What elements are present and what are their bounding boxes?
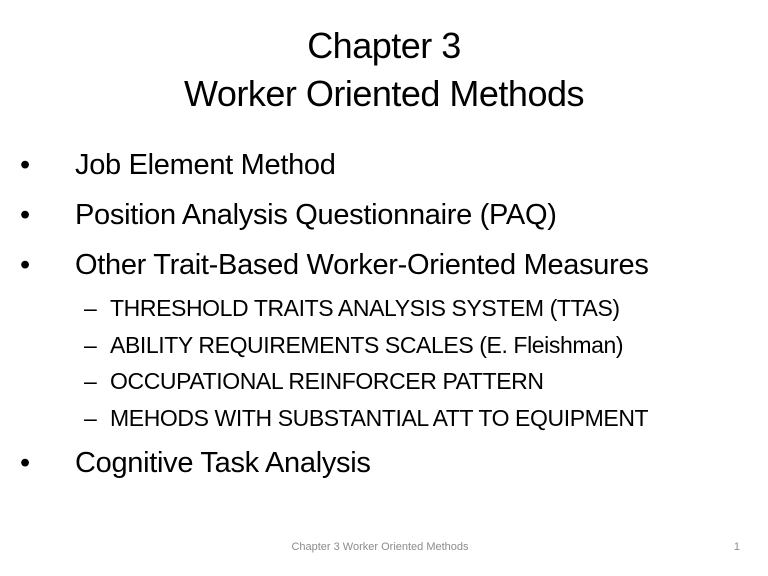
bullet-item bbox=[20, 190, 760, 240]
title-line-1: Chapter 3 bbox=[307, 25, 461, 66]
title-line-2: Worker Oriented Methods bbox=[183, 73, 584, 114]
bullet-text: Cognitive Task Analysis bbox=[75, 447, 371, 479]
bullet-text: Job Element Method bbox=[75, 149, 336, 181]
sub-bullet-text: OCCUPATIONAL REINFORCER PATTERN bbox=[110, 368, 544, 394]
bullet-icon: • bbox=[20, 447, 30, 479]
sub-bullet-item bbox=[84, 290, 760, 327]
dash-icon: – bbox=[84, 404, 97, 431]
sub-bullet-item bbox=[84, 363, 760, 400]
dash-icon: – bbox=[84, 295, 97, 321]
bullet-item bbox=[20, 140, 760, 190]
sub-bullet-text: THRESHOLD TRAITS ANALYSIS SYSTEM (TTAS) bbox=[110, 295, 620, 321]
slide-number: 1 bbox=[733, 541, 740, 553]
bullet-text: Position Analysis Questionnaire (PAQ) bbox=[75, 199, 557, 231]
bullet-icon: • bbox=[20, 199, 30, 231]
bullet-text: Other Trait-Based Worker-Oriented Measures bbox=[75, 249, 649, 281]
bullet-item bbox=[20, 438, 760, 488]
bullet-icon: • bbox=[20, 149, 30, 181]
dash-icon: – bbox=[84, 368, 97, 394]
sub-bullet-item bbox=[84, 327, 760, 364]
bullet-icon: • bbox=[20, 249, 30, 281]
sub-bullet-list bbox=[20, 290, 760, 436]
sub-bullet-text: ABILITY REQUIREMENTS SCALES (E. Fleishman) bbox=[110, 331, 624, 358]
dash-icon: – bbox=[84, 331, 97, 358]
sub-bullet-text: MEHODS WITH SUBSTANTIAL ATT TO EQUIPMENT bbox=[110, 404, 649, 431]
bullet-list bbox=[20, 140, 760, 488]
bullet-item bbox=[20, 240, 760, 290]
sub-bullet-item bbox=[84, 400, 760, 437]
slide-title bbox=[0, 22, 768, 118]
footer-text: Chapter 3 Worker Oriented Methods bbox=[291, 541, 469, 553]
